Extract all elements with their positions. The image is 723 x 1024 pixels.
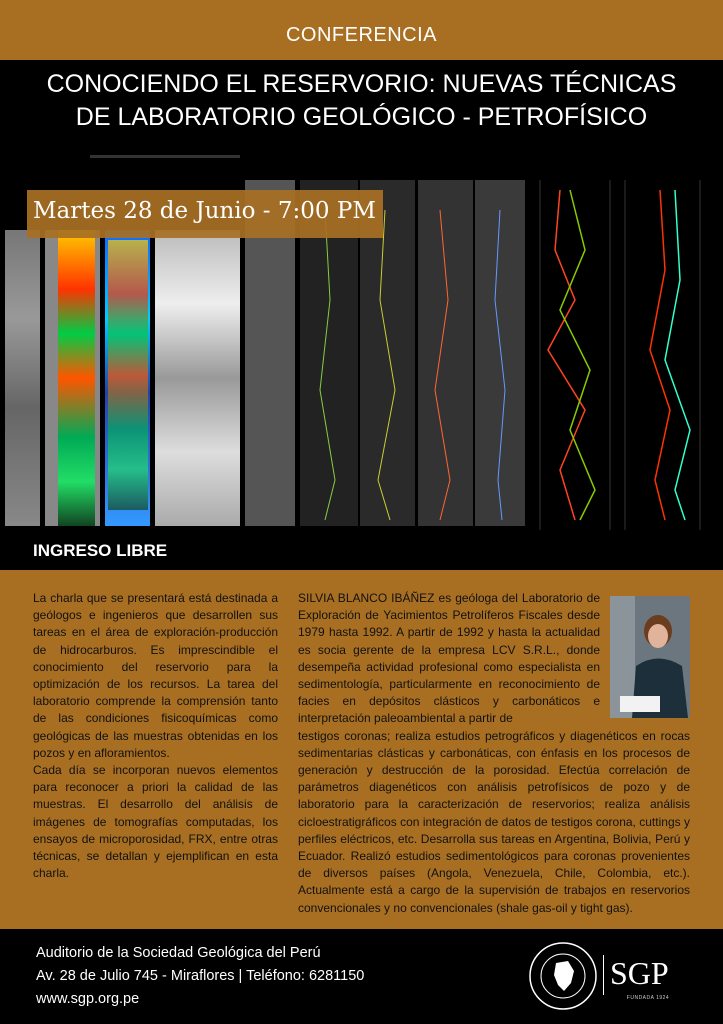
venue-address: Av. 28 de Julio 745 - Miraflores | Teléfono: 6281150 [36, 968, 365, 984]
speaker-bio [298, 590, 690, 917]
speaker-bio-part-2: testigos coronas; realiza estudios petrográficos y diagenéticos en rocas sedimentarias clásticas y carbonáticas, con énfasis en los procesos de generación y destrucción de la porosidad. Efectúa correlación de parámetros diagenéticos con análisis petrofísicos de pozo y de laboratorio para la caracterización de reservorios; realiza análisis cicloestratigráficos con integración de datos de testigos corona, cuttings y perfiles eléctricos, etc. Desarrolla sus tareas en Argentina, Bolivia, Perú y Ecuador. Realizó estudios sedimentológicos para coronas provenientes de diversos países (Angola, Venezuela, Chile, Colombia, etc.). Actualmente está a cargo de la supervisión de trabajos en reservorios convencionales y no convencionales (shale gas-oil y tight gas). [298, 728, 690, 915]
event-type-label: CONFERENCIA [285, 24, 438, 46]
title-line-2: DE LABORATORIO GEOLÓGICO - PETROFÍSICO [75, 103, 648, 131]
society-seal-icon [528, 941, 598, 1011]
description-paragraph-1: La charla que se presentará está destinada a geólogos e ingenieros que desarrollen sus tareas en el área de exploración-producción de hidrocarburos. Es imprescindible el conocimiento del reservorio para la optimización de los recursos. La tarea del laboratorio comprende la comprensión tanto de las condiciones fisicoquímicas como geológicas de las muestras obtenidas en los pozos y en afloramientos. [33, 591, 278, 760]
admission-label: INGRESO LIBRE [33, 541, 168, 560]
event-date: Martes 28 de Junio - 7:00 PM [33, 198, 376, 224]
venue-name: Auditorio de la Sociedad Geológica del Perú [36, 945, 321, 961]
description-column [33, 590, 278, 882]
description-paragraph-2: Cada día se incorporan nuevos elementos para reconocer a priori la calidad de las muestras. El desarrollo del análisis de imágenes de tomografías computadas, los ensayos de microporosidad, FRX, entre otras técnicas, se detallan y ejemplifican en esta charla. [33, 763, 278, 881]
page-title [0, 68, 723, 134]
website-link[interactable]: www.sgp.org.pe [36, 991, 140, 1007]
logo-divider [603, 955, 604, 995]
sgp-logo: SGP [610, 955, 669, 991]
title-line-1: CONOCIENDO EL RESERVORIO: NUEVAS TÉCNICAS [46, 70, 677, 98]
speaker-bio-part-1: SILVIA BLANCO IBÁÑEZ es geóloga del Laboratorio de Exploración de Yacimientos Petrolíferos Fiscales desde 1979 hasta 1992. A partir de 1992 y hasta la actualidad es socia gerente de la empresa LCV S.R.L., donde desempeña actividad profesional como especialista en sedimentología, particularmente en reconocimiento de facies en depósitos clásticos y carbonáticos e interpretación paleoambiental a partir de [298, 591, 600, 726]
founded-label: FUNDADA 1924 [626, 995, 670, 1001]
